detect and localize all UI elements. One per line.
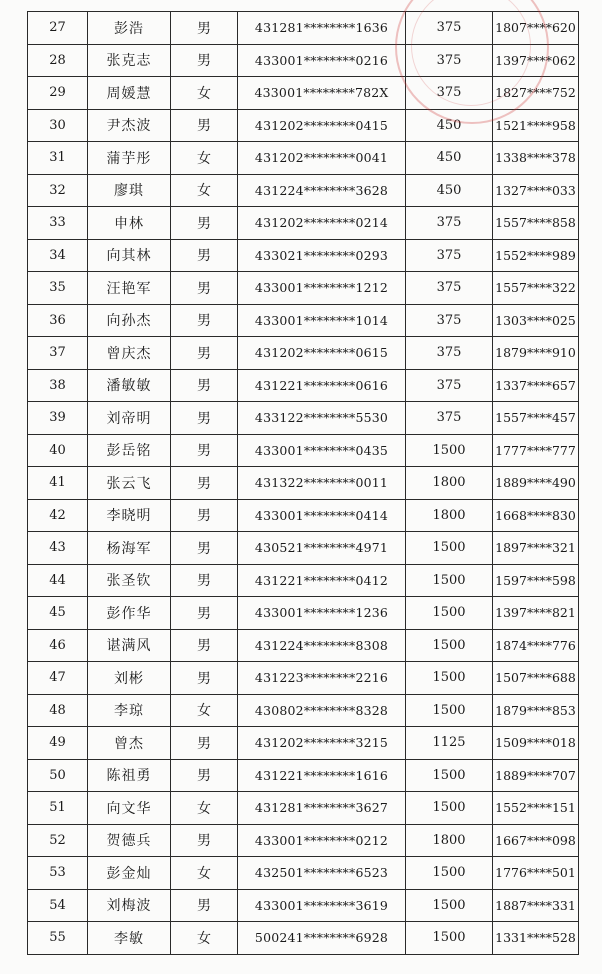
amount-cell: 1500: [406, 434, 493, 467]
gender-cell: 男: [171, 532, 238, 565]
person-name-cell: 申林: [88, 207, 171, 240]
id-number-cell: 431322********0011: [238, 467, 406, 500]
amount-cell: 375: [406, 369, 493, 402]
amount-cell: 375: [406, 207, 493, 240]
id-number-cell: 431223********2216: [238, 662, 406, 695]
row-number-cell: 34: [28, 239, 88, 272]
phone-number-cell: 1667****098: [493, 824, 579, 857]
table-row: [28, 499, 579, 532]
person-name-cell: 彭金灿: [88, 857, 171, 890]
table-row: [28, 759, 579, 792]
row-number-cell: 47: [28, 662, 88, 695]
gender-cell: 男: [171, 662, 238, 695]
phone-number-cell: 1897****321: [493, 532, 579, 565]
row-number-cell: 48: [28, 694, 88, 727]
id-number-cell: 431202********3215: [238, 727, 406, 760]
id-number-cell: 431221********0616: [238, 369, 406, 402]
gender-cell: 男: [171, 434, 238, 467]
id-number-cell: 433001********1236: [238, 597, 406, 630]
table-row: [28, 337, 579, 370]
phone-number-cell: 1552****151: [493, 792, 579, 825]
id-number-cell: 433001********782X: [238, 77, 406, 110]
amount-cell: 450: [406, 174, 493, 207]
id-number-cell: 433001********0216: [238, 44, 406, 77]
gender-cell: 男: [171, 304, 238, 337]
id-number-cell: 430521********4971: [238, 532, 406, 565]
row-number-cell: 32: [28, 174, 88, 207]
gender-cell: 男: [171, 272, 238, 305]
table-row: [28, 857, 579, 890]
person-name-cell: 向孙杰: [88, 304, 171, 337]
row-number-cell: 27: [28, 12, 88, 45]
id-number-cell: 431281********3627: [238, 792, 406, 825]
phone-number-cell: 1889****707: [493, 759, 579, 792]
person-name-cell: 张云飞: [88, 467, 171, 500]
row-number-cell: 39: [28, 402, 88, 435]
phone-number-cell: 1552****989: [493, 239, 579, 272]
amount-cell: 1800: [406, 824, 493, 857]
amount-cell: 1500: [406, 922, 493, 955]
gender-cell: 男: [171, 759, 238, 792]
table-row: [28, 532, 579, 565]
phone-number-cell: 1879****853: [493, 694, 579, 727]
person-name-cell: 刘帝明: [88, 402, 171, 435]
id-number-cell: 431202********0214: [238, 207, 406, 240]
amount-cell: 1500: [406, 889, 493, 922]
row-number-cell: 40: [28, 434, 88, 467]
row-number-cell: 37: [28, 337, 88, 370]
row-number-cell: 52: [28, 824, 88, 857]
amount-cell: 1500: [406, 857, 493, 890]
person-name-cell: 谌满风: [88, 629, 171, 662]
phone-number-cell: 1397****821: [493, 597, 579, 630]
row-number-cell: 41: [28, 467, 88, 500]
amount-cell: 1500: [406, 792, 493, 825]
gender-cell: 男: [171, 402, 238, 435]
person-name-cell: 向文华: [88, 792, 171, 825]
id-number-cell: 431224********8308: [238, 629, 406, 662]
phone-number-cell: 1557****457: [493, 402, 579, 435]
id-number-cell: 433021********0293: [238, 239, 406, 272]
phone-number-cell: 1889****490: [493, 467, 579, 500]
row-number-cell: 28: [28, 44, 88, 77]
table-row: [28, 889, 579, 922]
table-row: [28, 467, 579, 500]
phone-number-cell: 1557****858: [493, 207, 579, 240]
amount-cell: 1500: [406, 564, 493, 597]
person-name-cell: 贺德兵: [88, 824, 171, 857]
gender-cell: 男: [171, 597, 238, 630]
gender-cell: 女: [171, 142, 238, 175]
table-row: [28, 109, 579, 142]
gender-cell: 男: [171, 824, 238, 857]
row-number-cell: 38: [28, 369, 88, 402]
row-number-cell: 29: [28, 77, 88, 110]
gender-cell: 女: [171, 174, 238, 207]
person-name-cell: 周媛慧: [88, 77, 171, 110]
table-row: [28, 824, 579, 857]
phone-number-cell: 1807****620: [493, 12, 579, 45]
table-row: [28, 272, 579, 305]
amount-cell: 375: [406, 239, 493, 272]
table-row: [28, 792, 579, 825]
table-row: [28, 694, 579, 727]
id-number-cell: 431281********1636: [238, 12, 406, 45]
table-row: [28, 207, 579, 240]
phone-number-cell: 1879****910: [493, 337, 579, 370]
gender-cell: 男: [171, 564, 238, 597]
phone-number-cell: 1668****830: [493, 499, 579, 532]
gender-cell: 男: [171, 12, 238, 45]
id-number-cell: 431202********0041: [238, 142, 406, 175]
gender-cell: 男: [171, 889, 238, 922]
person-name-cell: 刘梅波: [88, 889, 171, 922]
amount-cell: 1500: [406, 629, 493, 662]
row-number-cell: 46: [28, 629, 88, 662]
id-number-cell: 433001********0212: [238, 824, 406, 857]
id-number-cell: 431224********3628: [238, 174, 406, 207]
table-row: [28, 597, 579, 630]
row-number-cell: 50: [28, 759, 88, 792]
gender-cell: 女: [171, 694, 238, 727]
person-name-cell: 张圣钦: [88, 564, 171, 597]
row-number-cell: 53: [28, 857, 88, 890]
id-number-cell: 431202********0415: [238, 109, 406, 142]
phone-number-cell: 1874****776: [493, 629, 579, 662]
id-number-cell: 433001********0435: [238, 434, 406, 467]
row-number-cell: 54: [28, 889, 88, 922]
table-row: [28, 434, 579, 467]
amount-cell: 1125: [406, 727, 493, 760]
id-number-cell: 433001********3619: [238, 889, 406, 922]
gender-cell: 男: [171, 44, 238, 77]
amount-cell: 375: [406, 304, 493, 337]
roster-table: [27, 11, 579, 955]
table-row: [28, 629, 579, 662]
table-row: [28, 304, 579, 337]
person-name-cell: 陈祖勇: [88, 759, 171, 792]
row-number-cell: 51: [28, 792, 88, 825]
id-number-cell: 431202********0615: [238, 337, 406, 370]
table-row: [28, 174, 579, 207]
row-number-cell: 45: [28, 597, 88, 630]
person-name-cell: 李晓明: [88, 499, 171, 532]
person-name-cell: 李敏: [88, 922, 171, 955]
amount-cell: 375: [406, 77, 493, 110]
table-row: [28, 77, 579, 110]
gender-cell: 女: [171, 857, 238, 890]
table-row: [28, 662, 579, 695]
person-name-cell: 廖琪: [88, 174, 171, 207]
amount-cell: 1800: [406, 499, 493, 532]
person-name-cell: 彭岳铭: [88, 434, 171, 467]
amount-cell: 450: [406, 142, 493, 175]
amount-cell: 1500: [406, 532, 493, 565]
id-number-cell: 431221********0412: [238, 564, 406, 597]
gender-cell: 男: [171, 109, 238, 142]
row-number-cell: 30: [28, 109, 88, 142]
person-name-cell: 汪艳军: [88, 272, 171, 305]
roster-table-body: [28, 12, 579, 955]
phone-number-cell: 1597****598: [493, 564, 579, 597]
amount-cell: 1500: [406, 759, 493, 792]
phone-number-cell: 1521****958: [493, 109, 579, 142]
gender-cell: 男: [171, 207, 238, 240]
id-number-cell: 433001********0414: [238, 499, 406, 532]
person-name-cell: 彭作华: [88, 597, 171, 630]
person-name-cell: 张克志: [88, 44, 171, 77]
gender-cell: 女: [171, 922, 238, 955]
table-row: [28, 142, 579, 175]
person-name-cell: 蒲芋彤: [88, 142, 171, 175]
row-number-cell: 35: [28, 272, 88, 305]
person-name-cell: 李琼: [88, 694, 171, 727]
id-number-cell: 430802********8328: [238, 694, 406, 727]
row-number-cell: 49: [28, 727, 88, 760]
id-number-cell: 431221********1616: [238, 759, 406, 792]
id-number-cell: 500241********6928: [238, 922, 406, 955]
amount-cell: 1500: [406, 694, 493, 727]
person-name-cell: 潘敏敏: [88, 369, 171, 402]
amount-cell: 1500: [406, 662, 493, 695]
row-number-cell: 33: [28, 207, 88, 240]
phone-number-cell: 1327****033: [493, 174, 579, 207]
phone-number-cell: 1338****378: [493, 142, 579, 175]
table-row: [28, 369, 579, 402]
amount-cell: 1800: [406, 467, 493, 500]
table-row: [28, 922, 579, 955]
phone-number-cell: 1777****777: [493, 434, 579, 467]
row-number-cell: 44: [28, 564, 88, 597]
id-number-cell: 433001********1212: [238, 272, 406, 305]
table-row: [28, 44, 579, 77]
phone-number-cell: 1507****688: [493, 662, 579, 695]
gender-cell: 女: [171, 792, 238, 825]
row-number-cell: 43: [28, 532, 88, 565]
amount-cell: 1500: [406, 597, 493, 630]
id-number-cell: 432501********6523: [238, 857, 406, 890]
person-name-cell: 向其林: [88, 239, 171, 272]
phone-number-cell: 1827****752: [493, 77, 579, 110]
table-row: [28, 239, 579, 272]
amount-cell: 375: [406, 402, 493, 435]
table-row: [28, 12, 579, 45]
gender-cell: 男: [171, 629, 238, 662]
gender-cell: 男: [171, 467, 238, 500]
gender-cell: 男: [171, 499, 238, 532]
person-name-cell: 曾杰: [88, 727, 171, 760]
row-number-cell: 42: [28, 499, 88, 532]
row-number-cell: 31: [28, 142, 88, 175]
table-row: [28, 564, 579, 597]
table-row: [28, 727, 579, 760]
id-number-cell: 433001********1014: [238, 304, 406, 337]
table-row: [28, 402, 579, 435]
gender-cell: 男: [171, 369, 238, 402]
phone-number-cell: 1509****018: [493, 727, 579, 760]
gender-cell: 女: [171, 77, 238, 110]
phone-number-cell: 1776****501: [493, 857, 579, 890]
person-name-cell: 刘彬: [88, 662, 171, 695]
amount-cell: 375: [406, 44, 493, 77]
row-number-cell: 36: [28, 304, 88, 337]
phone-number-cell: 1557****322: [493, 272, 579, 305]
phone-number-cell: 1397****062: [493, 44, 579, 77]
person-name-cell: 曾庆杰: [88, 337, 171, 370]
person-name-cell: 尹杰波: [88, 109, 171, 142]
row-number-cell: 55: [28, 922, 88, 955]
person-name-cell: 杨海军: [88, 532, 171, 565]
amount-cell: 450: [406, 109, 493, 142]
id-number-cell: 433122********5530: [238, 402, 406, 435]
person-name-cell: 彭浩: [88, 12, 171, 45]
gender-cell: 男: [171, 727, 238, 760]
amount-cell: 375: [406, 272, 493, 305]
phone-number-cell: 1331****528: [493, 922, 579, 955]
gender-cell: 男: [171, 239, 238, 272]
phone-number-cell: 1887****331: [493, 889, 579, 922]
amount-cell: 375: [406, 12, 493, 45]
phone-number-cell: 1303****025: [493, 304, 579, 337]
amount-cell: 375: [406, 337, 493, 370]
phone-number-cell: 1337****657: [493, 369, 579, 402]
gender-cell: 男: [171, 337, 238, 370]
